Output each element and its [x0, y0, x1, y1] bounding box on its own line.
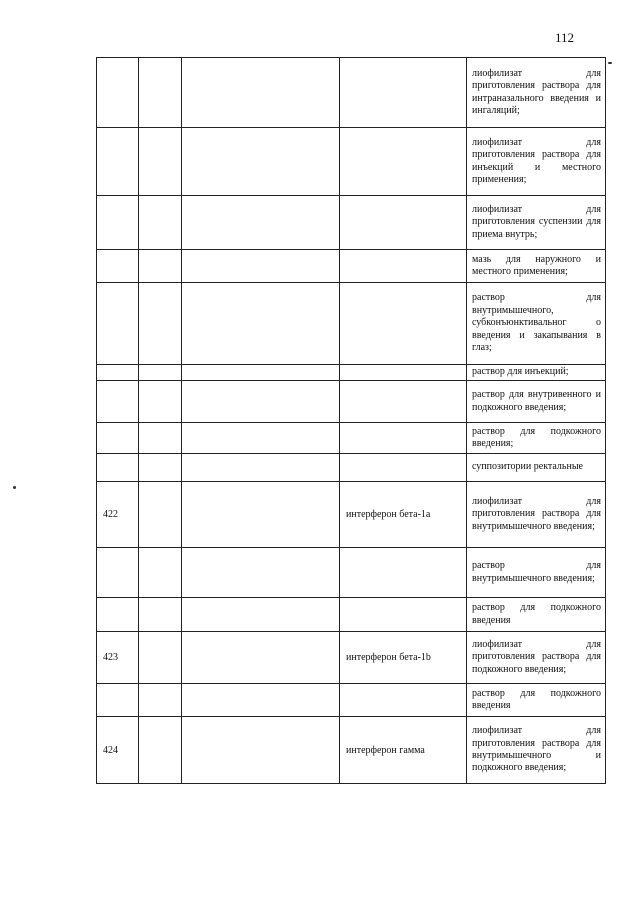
table-row	[97, 454, 606, 482]
margin-dot	[13, 486, 16, 489]
drug-name-cell	[340, 548, 467, 598]
empty-cell	[139, 423, 182, 454]
empty-cell	[139, 250, 182, 283]
table-row	[97, 598, 606, 632]
table-row	[97, 482, 606, 548]
table-row	[97, 250, 606, 283]
empty-cell	[139, 196, 182, 250]
empty-cell	[139, 381, 182, 423]
empty-cell	[182, 196, 340, 250]
row-number-cell	[97, 196, 139, 250]
table-row	[97, 381, 606, 423]
empty-cell	[182, 632, 340, 684]
dosage-form-cell: лиофилизат для приготовления раствора для интраназального введения и ингаляций;	[467, 58, 606, 128]
empty-cell	[139, 548, 182, 598]
drug-name-cell	[340, 283, 467, 365]
dosage-form-cell: лиофилизат для приготовления раствора для подкожного введения;	[467, 632, 606, 684]
table-row	[97, 283, 606, 365]
row-number-cell	[97, 381, 139, 423]
empty-cell	[182, 548, 340, 598]
table-row	[97, 58, 606, 128]
table-row	[97, 128, 606, 196]
drug-name-cell	[340, 454, 467, 482]
drug-name-cell	[340, 423, 467, 454]
drug-name-cell	[340, 381, 467, 423]
dosage-form-cell: раствор для подкожного введения;	[467, 423, 606, 454]
table-row	[97, 684, 606, 717]
drug-name-cell	[340, 196, 467, 250]
table-row	[97, 632, 606, 684]
empty-cell	[182, 128, 340, 196]
empty-cell	[182, 598, 340, 632]
empty-cell	[139, 58, 182, 128]
row-number-cell	[97, 423, 139, 454]
table-row	[97, 196, 606, 250]
empty-cell	[182, 283, 340, 365]
empty-cell	[139, 454, 182, 482]
row-number-cell	[97, 684, 139, 717]
row-number-cell	[97, 454, 139, 482]
empty-cell	[139, 632, 182, 684]
drug-name-cell: интерферон бета-1а	[340, 482, 467, 548]
drug-name-cell	[340, 598, 467, 632]
dosage-form-cell: лиофилизат для приготовления раствора для внутримышечного введения;	[467, 482, 606, 548]
empty-cell	[182, 250, 340, 283]
dosage-form-cell: раствор для подкожного введения	[467, 684, 606, 717]
empty-cell	[182, 58, 340, 128]
drug-name-cell	[340, 250, 467, 283]
empty-cell	[182, 365, 340, 381]
table-row	[97, 423, 606, 454]
empty-cell	[182, 454, 340, 482]
row-number-cell	[97, 548, 139, 598]
drug-name-cell: интерферон гамма	[340, 717, 467, 784]
drug-name-cell	[340, 365, 467, 381]
scan-speck	[608, 62, 612, 64]
empty-cell	[139, 598, 182, 632]
dosage-form-cell: раствор для внутривенного и подкожного введения;	[467, 381, 606, 423]
row-number-cell: 424	[97, 717, 139, 784]
row-number-cell	[97, 58, 139, 128]
dosage-form-cell: раствор для подкожного введения	[467, 598, 606, 632]
dosage-form-cell: раствор для внутримышечного введения;	[467, 548, 606, 598]
table-row	[97, 548, 606, 598]
empty-cell	[139, 283, 182, 365]
dosage-form-cell: лиофилизат для приготовления раствора для инъекций и местного применения;	[467, 128, 606, 196]
drug-table	[96, 57, 606, 784]
row-number-cell	[97, 598, 139, 632]
dosage-form-cell: раствор для внутримышечного, субконъюнктивальног о введения и закапывания в глаз;	[467, 283, 606, 365]
page-number: 112	[555, 30, 575, 45]
empty-cell	[139, 365, 182, 381]
drug-name-cell	[340, 128, 467, 196]
empty-cell	[139, 482, 182, 548]
dosage-form-cell: суппозитории ректальные	[467, 454, 606, 482]
drug-name-cell	[340, 58, 467, 128]
row-number-cell	[97, 365, 139, 381]
table-row	[97, 717, 606, 784]
drug-name-cell: интерферон бета-1b	[340, 632, 467, 684]
empty-cell	[139, 128, 182, 196]
drug-name-cell	[340, 684, 467, 717]
row-number-cell	[97, 128, 139, 196]
row-number-cell: 422	[97, 482, 139, 548]
empty-cell	[182, 381, 340, 423]
row-number-cell	[97, 283, 139, 365]
row-number-cell: 423	[97, 632, 139, 684]
empty-cell	[182, 482, 340, 548]
dosage-form-cell: мазь для наружного и местного применения;	[467, 250, 606, 283]
dosage-form-cell: раствор для инъекций;	[467, 365, 606, 381]
table-row	[97, 365, 606, 381]
dosage-form-cell: лиофилизат для приготовления суспензии для приема внутрь;	[467, 196, 606, 250]
dosage-form-cell: лиофилизат для приготовления раствора для внутримышечного и подкожного введения;	[467, 717, 606, 784]
row-number-cell	[97, 250, 139, 283]
empty-cell	[182, 423, 340, 454]
empty-cell	[182, 684, 340, 717]
empty-cell	[139, 717, 182, 784]
empty-cell	[139, 684, 182, 717]
empty-cell	[182, 717, 340, 784]
